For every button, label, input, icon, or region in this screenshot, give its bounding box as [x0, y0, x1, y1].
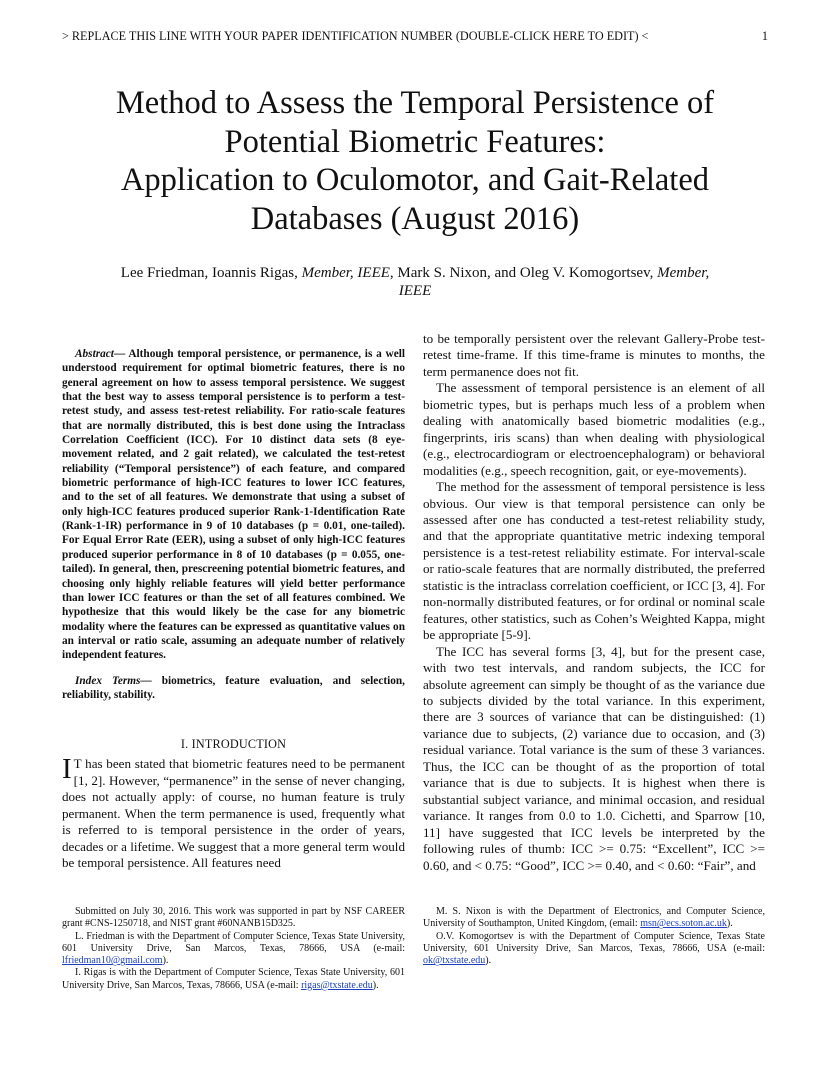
title-line-1: Method to Assess the Temporal Persistence of	[115, 85, 715, 121]
body-paragraph-1: to be temporally persistent over the relevant Gallery-Probe test-retest time-frame. If this time-frame is minutes to months, the term permanence does not fit.	[423, 331, 765, 379]
intro-text: T has been stated that biometric features need to be permanent [1, 2]. However, “permanence” in the sense of never changing, does not actually apply: of course, no human feature is truly permanent. When the term permanence is used, frequently what is referred to is temporal persistence in the order of years, decades or a lifetime. We suggest that a more general term would be temporal persistence. All features need	[62, 756, 405, 870]
title-line-3: Application to Oculomotor, and Gait-Related	[120, 162, 710, 198]
body-paragraph-3: The method for the assessment of temporal persistence is less obvious. Our view is that temporal persistence can only be assessed after one has conducted a test-retest reliability study, and that the appropriate quantitative metric indexing temporal persistence is a test-retest reliability estimate. For interval-scale or ratio-scale features that are normally distributed, the preferred statistic is the intraclass correlation coefficient, or ICC [3, 4]. For non-normally distributed features, or for ordinal or nominal scale features, other statistics, such as Cohen’s Weighted Kappa, might be appropriate [5-9].	[423, 479, 765, 643]
email-link-komogortsev[interactable]: ok@txstate.edu	[423, 955, 486, 967]
section-heading-introduction	[62, 737, 405, 752]
paper-title	[70, 84, 760, 238]
footnote-nixon-text: M. S. Nixon is with the Department of Electronics, and Computer Science, University of Southampton, United Kingdom, (email:	[423, 906, 765, 930]
page-number: 1	[761, 29, 768, 43]
email-link-rigas[interactable]: rigas@txstate.edu	[301, 979, 373, 991]
member-designation-2b: IEEE	[398, 283, 432, 299]
right-column	[423, 331, 765, 874]
footnote-friedman-text: L. Friedman is with the Department of Computer Science, Texas State University, 601 University Drive, San Marcos, Texas, 78666, USA (e-mail:	[62, 930, 405, 954]
member-designation-1: Member, IEEE	[301, 265, 390, 281]
footnote-friedman	[62, 931, 405, 968]
footnotes-left	[62, 906, 405, 992]
member-designation-2: Member,	[657, 265, 710, 281]
index-terms	[62, 674, 405, 703]
footnote-friedman-end: ).	[162, 955, 169, 967]
email-link-friedman[interactable]: lfriedman10@gmail.com	[62, 955, 163, 967]
footnote-rigas-text: I. Rigas is with the Department of Computer Science, Texas State University, 601 University Drive, San Marcos, Texas, 78666, USA (e-mail:	[62, 967, 405, 991]
title-line-2: Potential Biometric Features:	[224, 123, 606, 160]
abstract-text: — Although temporal persistence, or permanence, is a well understood requirement for optimal biometric features, there is no general agreement on how to assess temporal persistence. We suggest that the best way to assess temporal persistence is to perform a test-retest study, and assess test-retest reliability. For ratio-scale features that are normally distributed, this is best done using the Intraclass Correlation Coefficient (ICC). For 10 distinct data sets (8 eye-movement related, and 2 gait related), we calculated the test-retest reliability (“Temporal persistence”) of each feature, and compared biometric performance of high-ICC features to lower ICC features, and to the set of all features. We demonstrate that using a subset of only high-ICC features produced superior Rank-1-Identification Rate (Rank-1-IR) performance in 9 of 10 databases (p = 0.01, one-tailed). For Equal Error Rate (EER), using a subset of only high-ICC features produced superior performance in 8 of 10 databases (p = 0.055, one-tailed). In general, then, prescreening potential biometric features, and choosing only highly reliable features will yield better performance than lower ICC features or than the set of all features combined. We hypothesize that this would likely be the case for any biometric modality where the features can be expressed as quantitative values on an interval or ratio scale, assuming an adequate number of relatively independent features.	[62, 348, 405, 662]
authors-part-2: , Mark S. Nixon, and Oleg V. Komogortsev,	[389, 265, 658, 281]
abstract-label: Abstract	[75, 348, 114, 360]
section-numeral: I.	[180, 737, 189, 752]
intro-paragraph	[62, 753, 405, 871]
section-title-rest: NTRODUCTION	[195, 737, 287, 752]
running-header	[62, 29, 768, 47]
abstract	[62, 347, 405, 663]
body-paragraph-2: The assessment of temporal persistence is an element of all biometric types, but is perhaps much less of a problem when dealing with anatomically based biometric modalities (e.g., fingerprints, iris scans) than when dealing with physiological (e.g., electrocardiogram or electroencephalogram) or behavioral modalities (e.g., speech recognition, gait, or eye-movements).	[423, 380, 765, 478]
drop-cap: I	[62, 753, 72, 786]
left-column	[62, 347, 405, 871]
paper-identification-line[interactable]: > REPLACE THIS LINE WITH YOUR PAPER IDENTIFICATION NUMBER (DOUBLE-CLICK HERE TO EDIT) <	[62, 29, 649, 43]
index-terms-label: Index Terms	[75, 674, 141, 687]
footnote-komogortsev-end: ).	[485, 955, 492, 967]
title-line-4: Databases (August 2016)	[250, 200, 580, 237]
footnote-rigas	[62, 967, 405, 992]
body-paragraph-4: The ICC has several forms [3, 4], but for the present case, with two test intervals, and random subjects, the ICC for absolute agreement can simply be thought of as the variance due to subjects divided by the total variance. In this experiment, there are 3 sources of variance that can be distinguished: (1) variance due to subjects, (2) variance due to occasion, and (3) residual variance. Total variance is the sum of these 3 variances. Thus, the ICC can be thought of as the proportion of total variance that is due to subjects. It is highest when there is substantial subject variance, and minimal occasion, and residual variance. It ranges from 0.0 to 1.0. Cichetti, and Sparrow [10, 11] have suggested that ICC levels be interpreted by the following rules of thumb: ICC >= 0.75: “Excellent”, ICC >= 0.60, and < 0.75: “Good”, ICC >= 0.40, and < 0.60: “Fair”, and	[423, 643, 765, 873]
footnote-submitted: Submitted on July 30, 2016. This work was supported in part by NSF CAREER grant #CNS-1250718, and NIST grant #60NANB15D325.	[62, 906, 405, 930]
footnote-nixon-end: ).	[726, 918, 733, 930]
authors-part-1: Lee Friedman, Ioannis Rigas,	[120, 265, 302, 281]
footnote-komogortsev	[423, 931, 765, 968]
footnote-rigas-end: ).	[372, 979, 379, 991]
footnote-nixon	[423, 906, 765, 931]
footnotes-right	[423, 906, 765, 967]
section-title-initial: I	[191, 737, 196, 752]
index-terms-text: — biometrics, feature evaluation, and selection, reliability, stability.	[62, 674, 405, 701]
author-list	[90, 264, 740, 300]
email-link-nixon[interactable]: msn@ecs.soton.ac.uk	[640, 918, 727, 930]
footnote-komogortsev-text: O.V. Komogortsev is with the Department of Computer Science, Texas State University, 601 University Drive, San Marcos, Texas, 78666, USA (e-mail:	[423, 930, 765, 954]
